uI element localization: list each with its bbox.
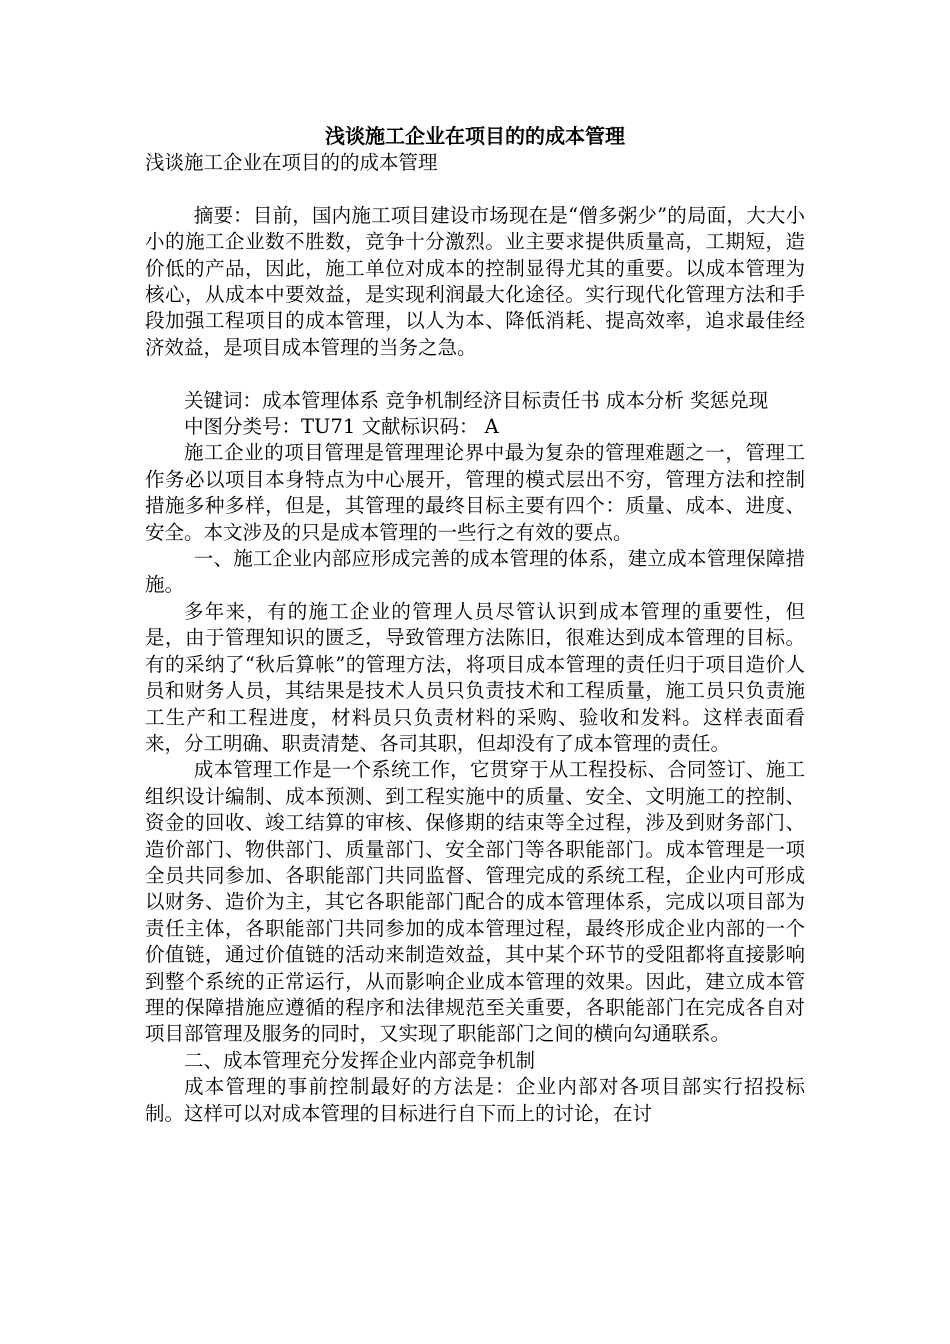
body-paragraph: 成本管理的事前控制最好的方法是：企业内部对各项目部实行招投标制。这样可以对成本管理的目标进行自下而上的讨论，在讨 bbox=[145, 1075, 805, 1125]
classification-line: 中图分类号：TU71 文献标识码： A bbox=[184, 415, 499, 439]
abstract-paragraph: 摘要：目前，国内施工项目建设市场现在是“僧多粥少”的局面，大大小小的施工企业数不胜数，竞争十分激烈。业主要求提供质量高，工期短，造价低的产品，因此，施工单位对成本的控制显得尤其的重要。以成本管理为核心，从成本中要效益，是实现利润最大化途径。实行现代化管理方法和手段加强工程项目的成本管理，以人为本、降低消耗、提高效率，追求最佳经济效益，是项目成本管理的当务之急。 bbox=[145, 203, 805, 359]
body-paragraph: 多年来，有的施工企业的管理人员尽管认识到成本管理的重要性，但是，由于管理知识的匮乏，导致管理方法陈旧，很难达到成本管理的目标。有的采纳了“秋后算帐”的管理方法，将项目成本管理的责任归于项目造价人员和财务人员，其结果是技术人员只负责技术和工程质量，施工员只负责施工生产和工程进度，材料员只负责材料的采购、验收和发料。这样表面看来，分工明确、职责清楚、各司其职，但却没有了成本管理的责任。 bbox=[145, 599, 805, 755]
document-subtitle: 浅谈施工企业在项目的的成本管理 bbox=[145, 151, 438, 174]
keywords-line: 关键词：成本管理体系 竞争机制经济目标责任书 成本分析 奖惩兑现 bbox=[184, 388, 769, 412]
intro-paragraph: 施工企业的项目管理是管理理论界中最为复杂的管理难题之一，管理工作务必以项目本身特点为中心展开，管理的模式层出不穷，管理方法和控制措施多种多样，但是，其管理的最终目标主要有四个：质量、成本、进度、安全。本文涉及的只是成本管理的一些行之有效的要点。 bbox=[145, 441, 805, 544]
body-paragraph: 成本管理工作是一个系统工作，它贯穿于从工程投标、合同签订、施工组织设计编制、成本预测、到工程实施中的质量、安全、文明施工的控制、资金的回收、竣工结算的审核、保修期的结束等全过程，涉及到财务部门、造价部门、物供部门、质量部门、安全部门等各职能部门。成本管理是一项全员共同参加、各职能部门共同监督、管理完成的系统工程，企业内可形成以财务、造价为主，其它各职能部门配合的成本管理体系，完成以项目部为责任主体，各职能部门共同参加的成本管理过程，最终形成企业内部的一个价值链，通过价值链的活动来制造效益，其中某个环节的受阻都将直接影响到整个系统的正常运行，从而影响企业成本管理的效果。因此，建立成本管理的保障措施应遵循的程序和法律规范至关重要，各职能部门在完成各自对项目部管理及服务的同时，又实现了职能部门之间的横向勾通联系。 bbox=[145, 758, 805, 1046]
section-heading-1: 一、施工企业内部应形成完善的成本管理的体系，建立成本管理保障措施。 bbox=[145, 547, 805, 597]
document-page bbox=[145, 122, 805, 1127]
blank-line bbox=[145, 361, 805, 387]
blank-line bbox=[145, 176, 805, 202]
document-title: 浅谈施工企业在项目的的成本管理 bbox=[325, 124, 625, 148]
section-heading-2: 二、成本管理充分发挥企业内部竞争机制 bbox=[184, 1048, 536, 1072]
